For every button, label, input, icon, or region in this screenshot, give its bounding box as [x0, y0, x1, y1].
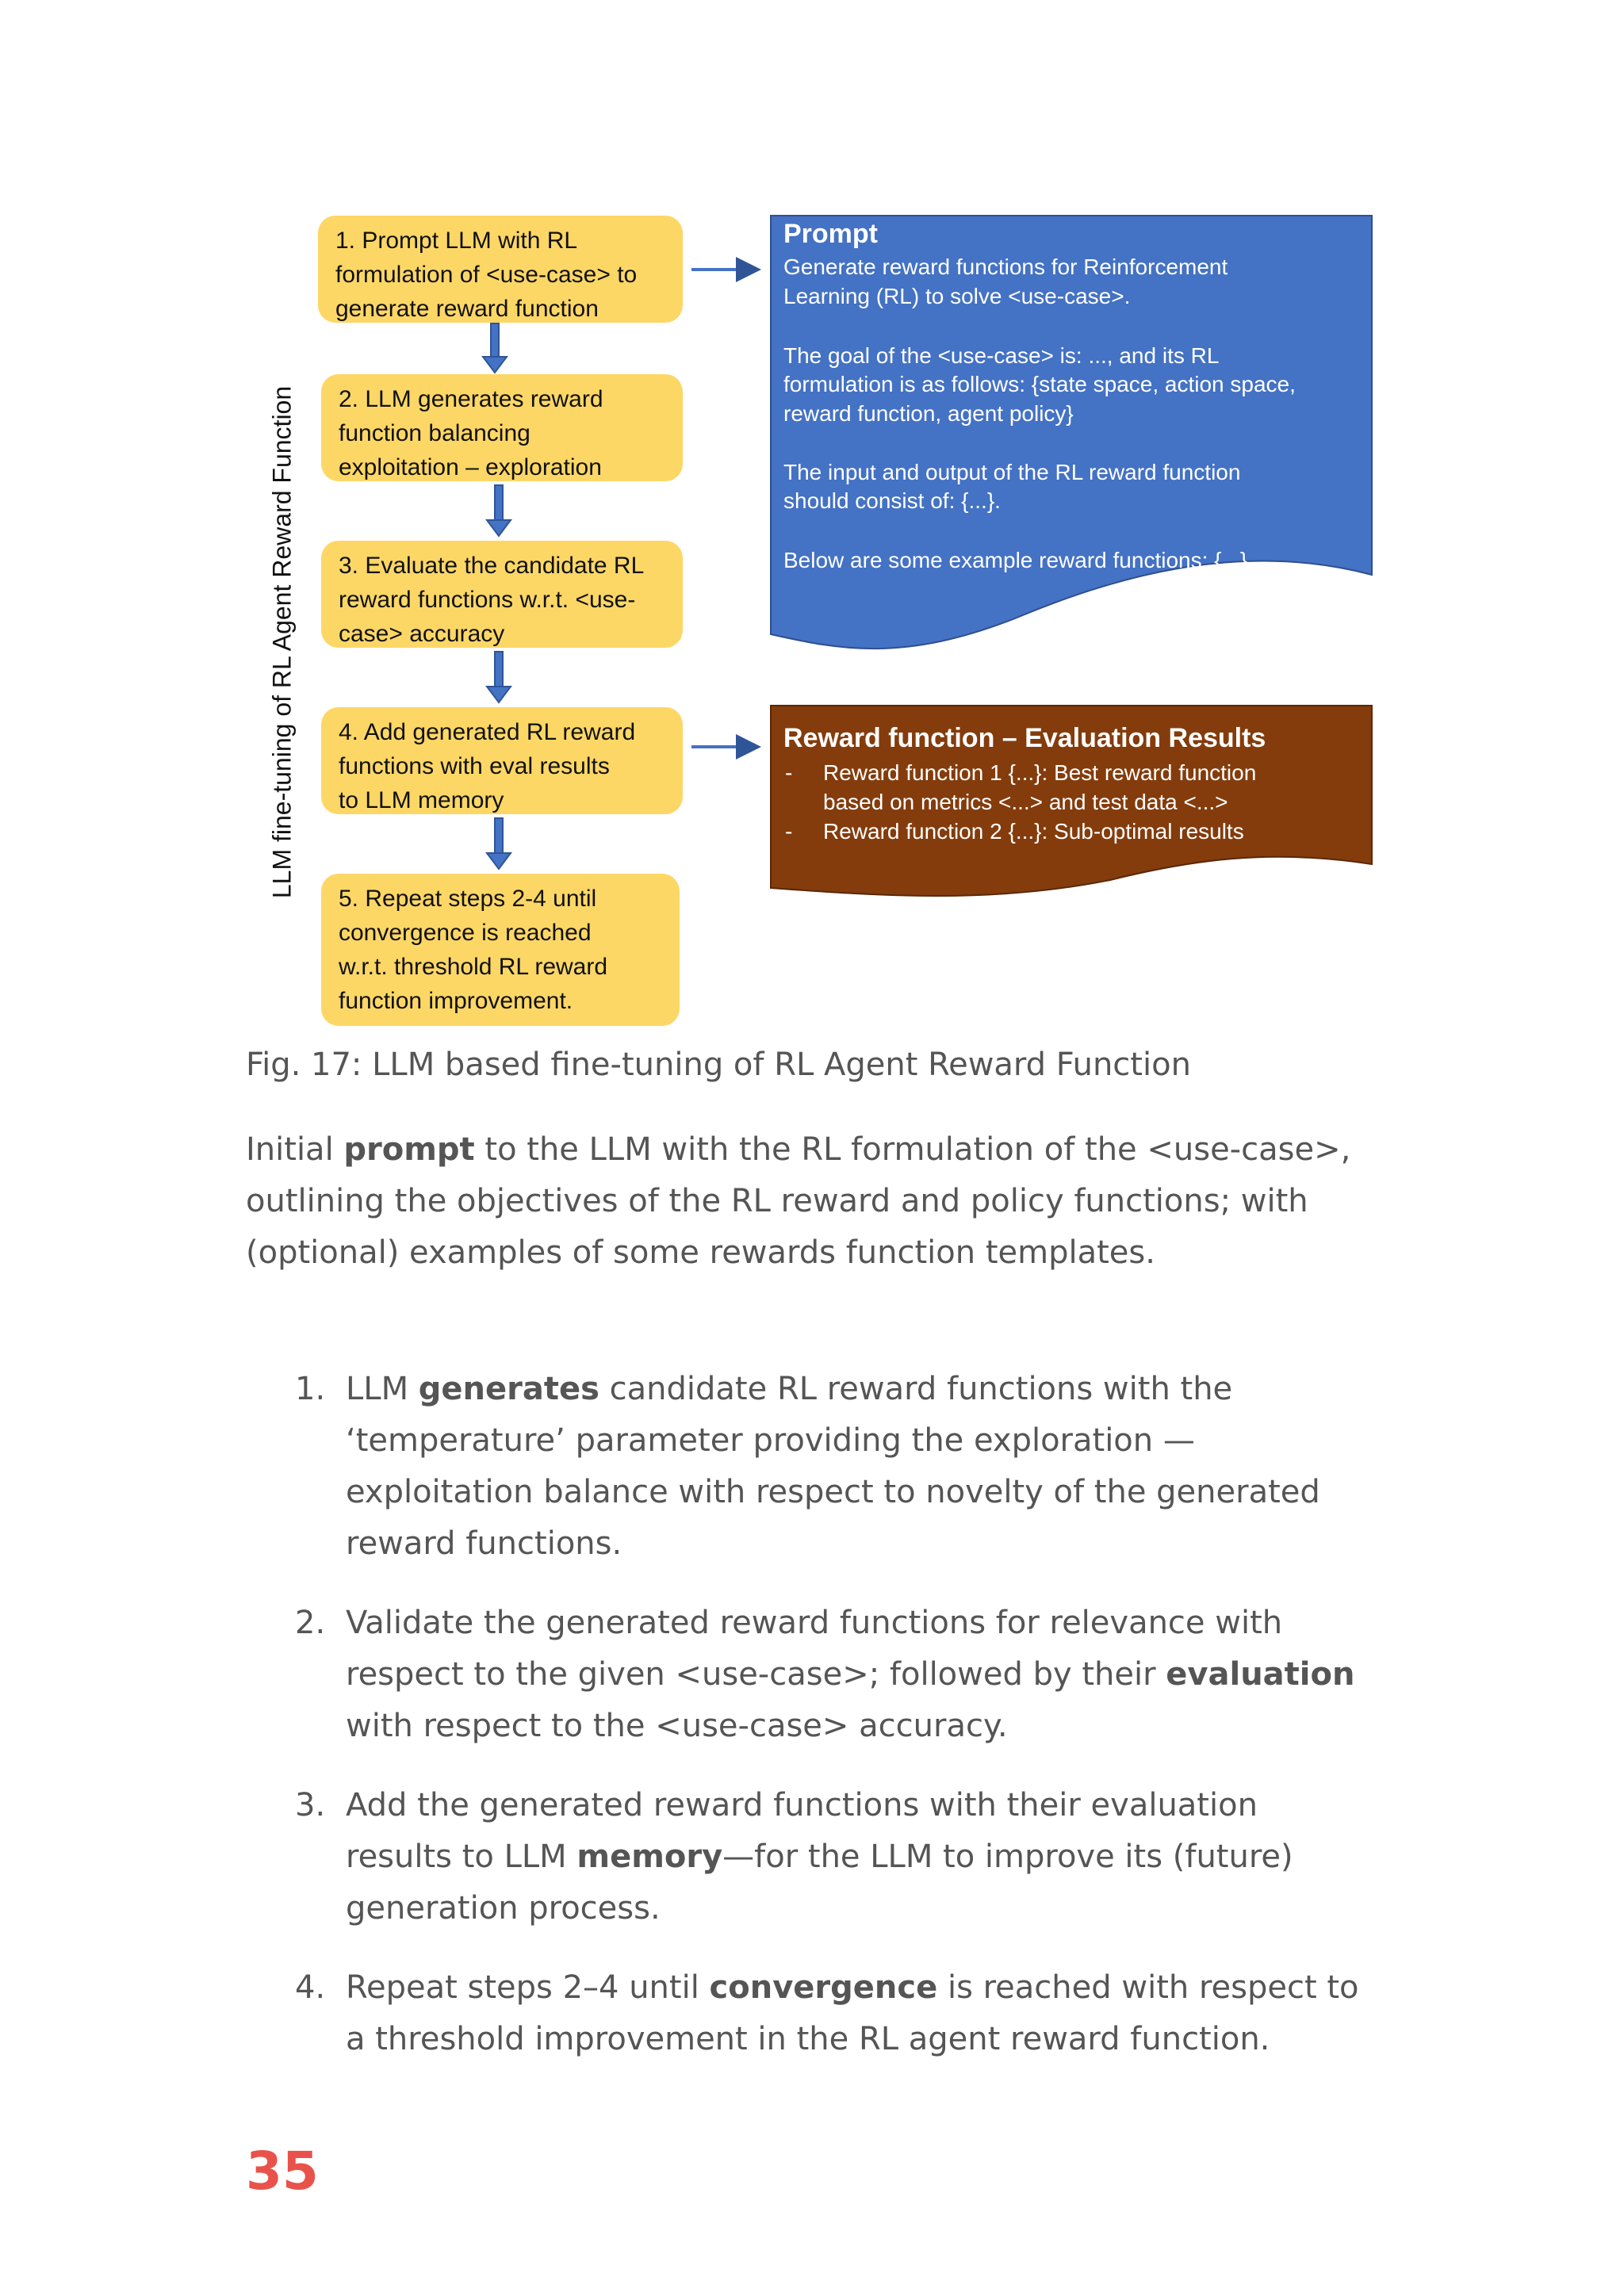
diagram-vertical-label: LLM fine-tuning of RL Agent Reward Function	[267, 385, 297, 899]
step-1-line-1: 1. Prompt LLM with RL	[335, 228, 578, 254]
step-5-line-1: 5. Repeat steps 2-4 until	[339, 886, 597, 912]
results-item-1-dash: -	[785, 760, 793, 785]
figure-caption: Fig. 17: LLM based fine-tuning of RL Agent Reward Function	[246, 1047, 1191, 1083]
list-bold: evaluation	[1166, 1656, 1355, 1693]
intro-text-before: Initial	[246, 1131, 344, 1168]
list-text-before: Repeat steps 2–4 until	[346, 1969, 710, 2006]
results-item-2-dash: -	[785, 819, 793, 844]
list-item	[295, 1780, 1373, 1934]
step-1-line-3: generate reward function	[335, 296, 599, 322]
list-number: 3.	[295, 1787, 326, 1823]
results-item-1-line-2: based on metrics <...> and test data <...>	[823, 790, 1228, 814]
intro-text-after: to the LLM with the RL formulation of the <use-case>, outlining the objectives of the RL reward and policy functions; with (optional) examples of some rewards function templates.	[246, 1131, 1351, 1271]
list-number: 4.	[295, 1969, 326, 2006]
intro-bold: prompt	[343, 1131, 475, 1168]
intro-paragraph	[246, 1124, 1356, 1279]
step-2-line-3: exploitation – exploration	[339, 454, 602, 480]
step-2-line-2: function balancing	[339, 420, 530, 446]
list-item	[295, 1962, 1373, 2065]
list-text-before: LLM	[346, 1371, 419, 1407]
step-4-line-1: 4. Add generated RL reward	[339, 719, 636, 745]
list-text-before: Add the generated reward functions with their evaluation results to LLM	[346, 1787, 1258, 1875]
list-bold: memory	[576, 1839, 723, 1875]
list-bold: generates	[418, 1371, 599, 1407]
list-number: 1.	[295, 1371, 326, 1407]
list-bold: convergence	[709, 1969, 938, 2006]
step-3-line-3: case> accuracy	[339, 621, 505, 647]
prompt-line-4: formulation is as follows: {state space, action space,	[783, 372, 1296, 396]
step-5-line-2: convergence is reached	[339, 920, 592, 946]
step-5-line-4: function improvement.	[339, 988, 573, 1014]
prompt-line-1: Generate reward functions for Reinforcement	[783, 254, 1228, 279]
step-4-line-3: to LLM memory	[339, 787, 504, 813]
list-number: 2.	[295, 1605, 326, 1641]
list-text-after: candidate RL reward functions with the ‘temperature’ parameter providing the exploration — exploitation balance with respect to novelty of the generated reward functions.	[346, 1371, 1320, 1562]
prompt-line-7: should consist of: {...}.	[783, 488, 1001, 513]
step-3-line-1: 3. Evaluate the candidate RL	[339, 553, 645, 579]
prompt-title: Prompt	[783, 219, 878, 249]
list-text-after: —for the LLM to improve its (future) generation process.	[346, 1839, 1293, 1927]
prompt-line-5: reward function, agent policy}	[783, 401, 1074, 426]
step-4-line-2: functions with eval results	[339, 753, 610, 779]
page-number: 35	[246, 2141, 319, 2202]
results-item-2-line-1: Reward function 2 {...}: Sub-optimal results	[823, 819, 1244, 844]
list-text-after: with respect to the <use-case> accuracy.	[346, 1708, 1008, 1744]
down-arrow-1	[483, 323, 507, 373]
down-arrow-2	[487, 485, 511, 536]
results-item-1-line-1: Reward function 1 {...}: Best reward function	[823, 760, 1257, 785]
list-item	[295, 1598, 1373, 1752]
results-title: Reward function – Evaluation Results	[783, 723, 1266, 753]
list-text-before: Validate the generated reward functions for relevance with respect to the given <use-case>; followed by their	[346, 1605, 1283, 1693]
step-3-line-2: reward functions w.r.t. <use-	[339, 587, 636, 613]
down-arrow-3	[487, 652, 511, 702]
prompt-line-3: The goal of the <use-case> is: ..., and its RL	[783, 343, 1220, 368]
down-arrow-4	[487, 818, 511, 869]
list-item	[295, 1364, 1373, 1570]
diagram-shapes	[0, 0, 1624, 1031]
prompt-line-6: The input and output of the RL reward function	[783, 460, 1241, 484]
prompt-line-8: Below are some example reward functions: {...}	[783, 548, 1248, 572]
step-5-line-3: w.r.t. threshold RL reward	[339, 954, 608, 980]
step-2-line-1: 2. LLM generates reward	[339, 386, 603, 412]
step-1-line-2: formulation of <use-case> to	[335, 262, 638, 288]
list-text-after: is reached with respect to a threshold improvement in the RL agent reward function.	[346, 1969, 1359, 2057]
prompt-line-2: Learning (RL) to solve <use-case>.	[783, 284, 1131, 308]
